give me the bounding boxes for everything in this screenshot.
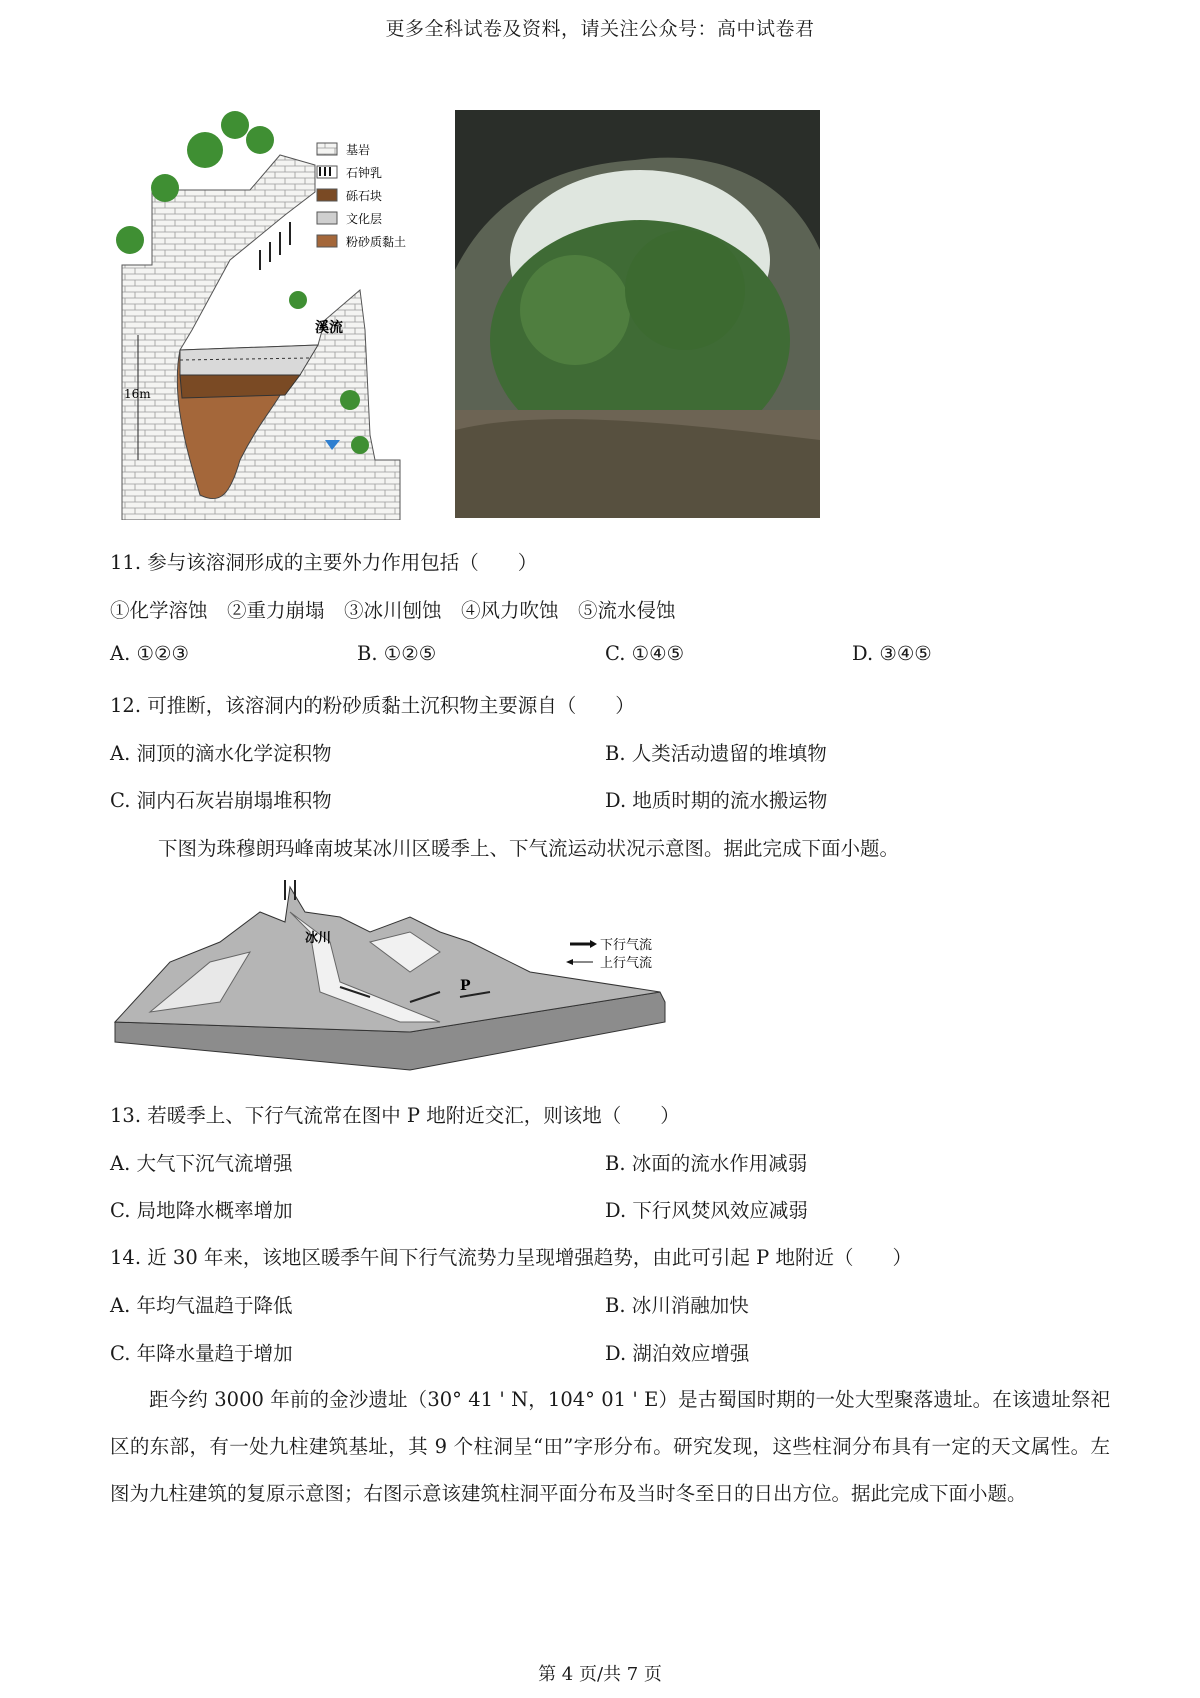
q12-option-b[interactable]: B. 人类活动遗留的堆填物: [605, 742, 827, 765]
legend-gravel: 砾石块: [346, 189, 383, 203]
legend-bedrock: 基岩: [346, 143, 371, 157]
q13-option-b[interactable]: B. 冰面的流水作用减弱: [605, 1152, 808, 1175]
page-header: 更多全科试卷及资料，请关注公众号：高中试卷君: [385, 18, 815, 40]
question-number: 12.: [110, 694, 142, 717]
q14-option-a[interactable]: A. 年均气温趋于降低: [110, 1294, 293, 1317]
q14-option-d[interactable]: D. 湖泊效应增强: [605, 1342, 750, 1365]
stream-label: 溪流: [315, 320, 343, 336]
legend-silty-clay: 粉砂质黏土: [346, 235, 407, 249]
q12-option-c[interactable]: C. 洞内石灰岩崩塌堆积物: [110, 789, 332, 812]
legend-upward-flow: 上行气流: [600, 956, 653, 971]
figure1-legend: [317, 142, 406, 249]
question-stem: 参与该溶洞形成的主要外力作用包括（ ）: [147, 551, 538, 574]
point-p-label: P: [460, 978, 471, 994]
q11-option-d[interactable]: D. ③④⑤: [852, 642, 932, 665]
question-stem: 近 30 年来，该地区暖季午间下行气流势力呈现增强趋势，由此可引起 P 地附近（ ）: [147, 1246, 912, 1269]
question-number: 14.: [110, 1246, 142, 1269]
page-footer: 第 4 页/共 7 页: [538, 1664, 662, 1685]
q11-option-a[interactable]: A. ①②③: [110, 642, 189, 665]
question-11-stem: [110, 547, 537, 575]
cave-cross-section-figure: [110, 100, 410, 520]
q11-option-b[interactable]: B. ①②⑤: [357, 642, 437, 665]
question-number: 13.: [110, 1104, 142, 1127]
q13-option-c[interactable]: C. 局地降水概率增加: [110, 1199, 293, 1222]
glacier-airflow-figure: [110, 872, 670, 1072]
question-stem: 若暖季上、下行气流常在图中 P 地附近交汇，则该地（ ）: [147, 1104, 680, 1127]
q12-option-d[interactable]: D. 地质时期的流水搬运物: [605, 789, 828, 812]
q13-option-a[interactable]: A. 大气下沉气流增强: [110, 1152, 293, 1175]
question-13-stem: [110, 1100, 680, 1128]
legend-stalactite: 石钟乳: [346, 166, 383, 180]
q11-option-c[interactable]: C. ①④⑤: [605, 642, 685, 665]
question-11-items: ①化学溶蚀 ②重力崩塌 ③冰川刨蚀 ④风力吹蚀 ⑤流水侵蚀: [110, 599, 676, 622]
q12-option-a[interactable]: A. 洞顶的滴水化学淀积物: [110, 742, 332, 765]
intro-paragraph-2: 下图为珠穆朗玛峰南坡某冰川区暖季上、下气流运动状况示意图。据此完成下面小题。: [158, 837, 900, 860]
glacier-label: 冰川: [305, 931, 332, 946]
passage-paragraph-3: 距今约 3000 年前的金沙遗址（30° 41 ' N，104° 01 ' E）是古蜀国时期的一处大型聚落遗址。在该遗址祭祀区的东部，有一处九柱建筑基址，其 9 个柱洞呈“田”字形分布。研究发现，这些柱洞分布具有一定的天文属性。左图为九柱建筑的复原示意图；右图示意该建筑柱洞平面分布及当时冬至日的日出方位。据此完成下面小题。: [110, 1388, 1110, 1505]
cave-photo: [455, 110, 820, 518]
figure2-legend: [566, 937, 652, 971]
legend-cultural-layer: 文化层: [346, 212, 383, 226]
question-14-stem: [110, 1242, 912, 1270]
question-number: 11.: [110, 551, 142, 574]
q14-option-c[interactable]: C. 年降水量趋于增加: [110, 1342, 293, 1365]
question-stem: 可推断，该溶洞内的粉砂质黏土沉积物主要源自（ ）: [147, 694, 635, 717]
depth-label: 16m: [124, 387, 151, 401]
q14-option-b[interactable]: B. 冰川消融加快: [605, 1294, 749, 1317]
legend-downward-flow: 下行气流: [600, 938, 653, 953]
q13-option-d[interactable]: D. 下行风焚风效应减弱: [605, 1199, 808, 1222]
question-12-stem: [110, 690, 635, 718]
